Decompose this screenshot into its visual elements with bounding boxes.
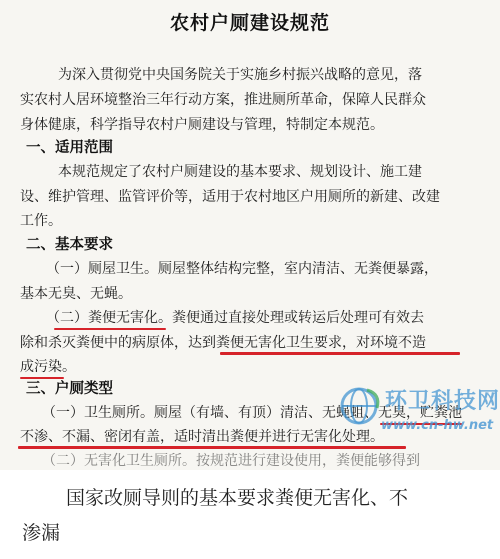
globe-icon xyxy=(337,384,387,430)
watermark-text: 环卫科技网 xyxy=(385,389,500,414)
section3-line-3: （二）无害化卫生厕所。按规范进行建设使用，粪便能够得到 xyxy=(42,453,420,469)
highlight-underline xyxy=(20,377,64,379)
section2-line-5: 成污染。 xyxy=(20,359,76,375)
section3-line-1: （一）卫生厕所。厕屋（有墙、有顶）清洁、无蝇蛆、无臭，贮粪池 xyxy=(42,405,462,421)
section1-heading: 一、适用范围 xyxy=(26,140,113,156)
watermark-url: www.cn-hw.net xyxy=(381,418,494,433)
caption-line-1: 国家改厕导则的基本要求粪便无害化、不 xyxy=(66,487,409,509)
section1-line-1: 本规范规定了农村户厕建设的基本要求、规划设计、施工建 xyxy=(58,164,422,180)
section3-heading: 三、户厕类型 xyxy=(26,381,113,397)
intro-line-2: 实农村人居环境整治三年行动方案，推进厕所革命，保障人民群众 xyxy=(20,92,426,108)
section1-line-2: 设、维护管理、监管评价等，适用于农村地区户用厕所的新建、改建 xyxy=(20,189,440,205)
section2-line-4: 除和杀灭粪便中的病原体，达到粪便无害化卫生要求，对环境不造 xyxy=(20,335,426,351)
highlight-underline xyxy=(220,352,460,355)
section3-line-2: 不渗、不漏、密闭有盖，适时清出粪便并进行无害化处理。 xyxy=(20,429,384,445)
section2-heading: 二、基本要求 xyxy=(26,237,113,253)
caption-line-2: 渗漏 xyxy=(22,522,61,544)
section2-line-1: （一）厕屋卫生。厕屋整体结构完整，室内清洁、无粪便暴露， xyxy=(46,261,438,277)
section2-line-2: 基本无臭、无蝇。 xyxy=(20,286,132,302)
intro-line-1: 为深入贯彻党中央国务院关于实施乡村振兴战略的意见，落 xyxy=(58,67,422,83)
section1-line-3: 工作。 xyxy=(20,213,62,229)
section2-line-3: （二）粪便无害化。粪便通过直接处理或转运后处理可有效去 xyxy=(46,310,424,326)
intro-line-3: 身体健康，科学指导农村户厕建设与管理，特制定本规范。 xyxy=(20,117,384,133)
highlight-underline xyxy=(54,328,166,330)
watermark xyxy=(337,384,500,454)
document-title: 农村户厕建设规范 xyxy=(169,12,330,34)
